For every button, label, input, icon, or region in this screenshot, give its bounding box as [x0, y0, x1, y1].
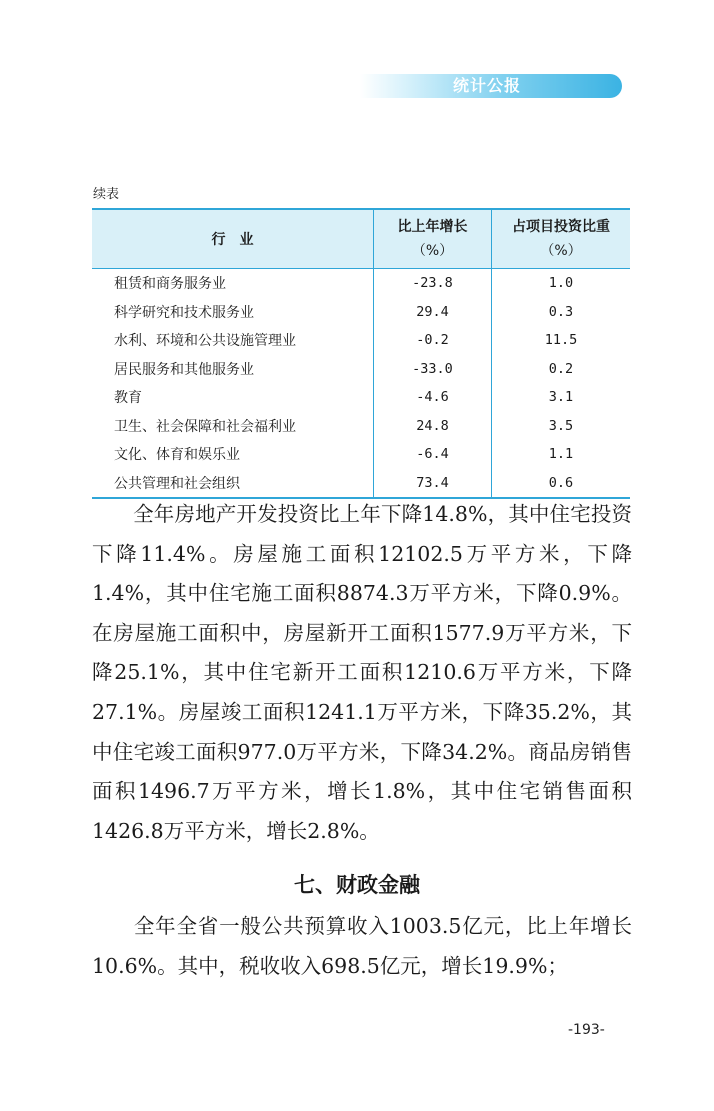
investment-table — [92, 208, 630, 499]
share-cell: 0.3 — [492, 298, 631, 327]
industry-cell: 水利、环境和公共设施管理业 — [114, 333, 296, 350]
growth-cell: 73.4 — [374, 469, 492, 499]
share-cell: 3.1 — [492, 383, 631, 412]
share-cell: 0.6 — [492, 469, 631, 499]
growth-cell: -23.8 — [374, 269, 492, 298]
column-header-growth-unit: （%） — [411, 243, 454, 259]
industry-cell: 公共管理和社会组织 — [92, 469, 374, 499]
table-row — [92, 469, 630, 499]
table-row — [92, 269, 630, 298]
column-header-growth — [374, 209, 492, 269]
share-cell: 11.5 — [492, 326, 631, 355]
growth-cell: -33.0 — [374, 355, 492, 384]
industry-cell: 科学研究和技术服务业 — [114, 304, 254, 321]
growth-cell: 29.4 — [374, 298, 492, 327]
industry-cell: 文化、体育和娱乐业 — [114, 447, 240, 464]
table-caption: 续表 — [93, 187, 120, 202]
growth-cell: 24.8 — [374, 412, 492, 441]
table-row — [92, 298, 630, 327]
share-cell: 1.0 — [492, 269, 631, 298]
industry-cell: 居民服务和其他服务业 — [114, 361, 254, 378]
real-estate-paragraph — [92, 495, 632, 851]
table-row — [92, 440, 630, 469]
column-header-share — [492, 209, 631, 269]
industry-cell: 租赁和商务服务业 — [114, 276, 226, 293]
share-cell: 3.5 — [492, 412, 631, 441]
growth-cell: -6.4 — [374, 440, 492, 469]
growth-cell: -4.6 — [374, 383, 492, 412]
table-row — [92, 355, 630, 384]
column-header-share-unit: （%） — [540, 243, 582, 259]
column-header-industry-label: 行 业 — [211, 232, 254, 248]
growth-cell: -0.2 — [374, 326, 492, 355]
share-cell: 1.1 — [492, 440, 631, 469]
column-header-share-label: 占项目投资比重 — [512, 219, 610, 235]
real-estate-paragraph-text: 全年房地产开发投资比上年下降14.8%，其中住宅投资下降11.4%。房屋施工面积12102.5万平方米，下降1.4%，其中住宅施工面积8874.3万平方米，下降0.9%。在房屋施工面积中，房屋新开工面积1577.9万平方米，下降25.1%，其中住宅新开工面积1210.6万平方米，下降27.1%。房屋竣工面积1241.1万平方米，下降35.2%，其中住宅竣工面积977.0万平方米，下降34.2%。商品房销售面积1496.7万平方米，增长1.8%，其中住宅销售面积1426.8万平方米，增长2.8%。 — [92, 502, 632, 843]
industry-cell: 卫生、社会保障和社会福利业 — [114, 418, 296, 435]
finance-paragraph — [92, 907, 632, 986]
page-number: -193- — [568, 1022, 605, 1038]
section-heading: 七、财政金融 — [294, 873, 420, 897]
table-row — [92, 383, 630, 412]
share-cell: 0.2 — [492, 355, 631, 384]
column-header-growth-label: 比上年增长 — [397, 219, 468, 235]
header-title: 统计公报 — [453, 76, 522, 95]
finance-paragraph-text: 全年全省一般公共预算收入1003.5亿元，比上年增长10.6%。其中，税收收入698.5亿元，增长19.9%； — [92, 914, 632, 978]
table-row — [92, 326, 630, 355]
industry-cell: 教育 — [114, 390, 142, 407]
table-header-row — [92, 209, 630, 269]
table-row — [92, 412, 630, 441]
column-header-industry — [92, 209, 374, 269]
